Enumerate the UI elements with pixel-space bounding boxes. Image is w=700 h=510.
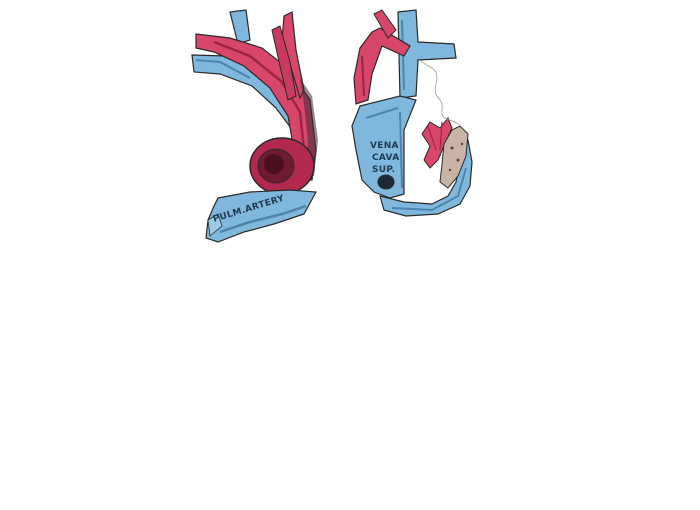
right-vessel-specimen — [352, 10, 472, 216]
vena-cava-label-line1: VENA — [370, 141, 399, 151]
vena-cava-opening — [378, 175, 394, 189]
right-upper-vein — [398, 10, 456, 98]
vena-cava-label-line3: SUP. — [372, 165, 396, 175]
left-vessel-specimen — [192, 10, 318, 242]
pericardial-outline — [420, 60, 460, 126]
pulmonary-artery-label: PULM.ARTERY — [211, 193, 286, 225]
vena-cava-label-line2: CAVA — [372, 153, 400, 163]
